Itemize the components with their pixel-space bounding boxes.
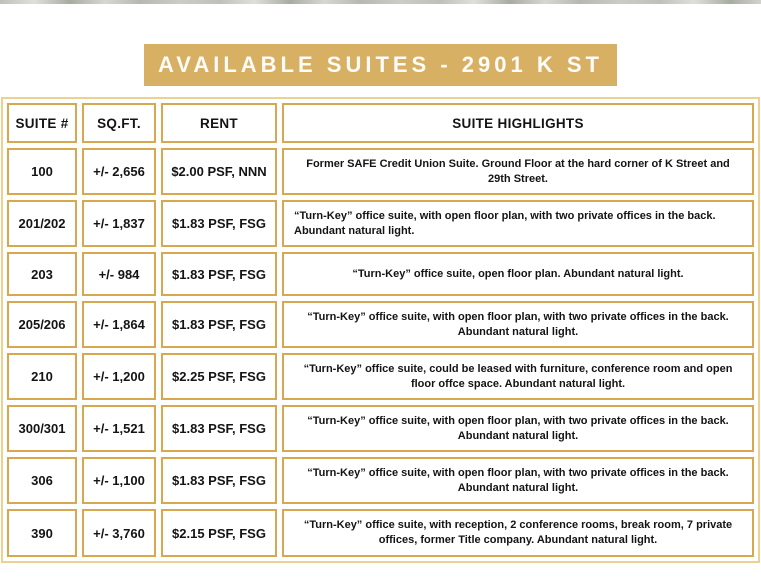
- sqft-cell: +/- 3,760: [82, 509, 156, 556]
- sqft-cell: +/- 1,837: [82, 200, 156, 247]
- suite-highlights-cell: “Turn-Key” office suite, with open floor plan, with two private offices in the back. Abundant natural light.: [282, 457, 754, 504]
- suite-number-cell: 306: [7, 457, 77, 504]
- suite-number-cell: 201/202: [7, 200, 77, 247]
- sqft-cell: +/- 1,521: [82, 405, 156, 452]
- suite-number-cell: 390: [7, 509, 77, 556]
- rent-cell: $2.25 PSF, FSG: [161, 353, 277, 400]
- column-header-sqft: SQ.FT.: [82, 103, 156, 143]
- sqft-cell: +/- 1,100: [82, 457, 156, 504]
- suite-number-cell: 300/301: [7, 405, 77, 452]
- column-header-rent: RENT: [161, 103, 277, 143]
- banner-row: [0, 44, 761, 86]
- rent-cell: $2.00 PSF, NNN: [161, 148, 277, 195]
- suite-highlights-cell: “Turn-Key” office suite, open floor plan. Abundant natural light.: [282, 252, 754, 296]
- suites-table-frame: [1, 97, 760, 562]
- column-header-suite-highlights: SUITE HIGHLIGHTS: [282, 103, 754, 143]
- suites-table: [7, 103, 754, 556]
- rent-cell: $1.83 PSF, FSG: [161, 301, 277, 348]
- suite-number-cell: 210: [7, 353, 77, 400]
- suite-number-cell: 203: [7, 252, 77, 296]
- rent-cell: $1.83 PSF, FSG: [161, 200, 277, 247]
- sqft-cell: +/- 1,200: [82, 353, 156, 400]
- rent-cell: $1.83 PSF, FSG: [161, 252, 277, 296]
- suite-highlights-cell: Former SAFE Credit Union Suite. Ground Floor at the hard corner of K Street and 29th Street.: [282, 148, 754, 195]
- suite-number-cell: 100: [7, 148, 77, 195]
- suite-highlights-cell: “Turn-Key” office suite, with reception, 2 conference rooms, break room, 7 private offices, former Title company. Abundant natural light.: [282, 509, 754, 556]
- sqft-cell: +/- 1,864: [82, 301, 156, 348]
- suite-highlights-cell: “Turn-Key” office suite, with open floor plan, with two private offices in the back. Abundant natural light.: [282, 405, 754, 452]
- column-header-suite-number: SUITE #: [7, 103, 77, 143]
- suite-number-cell: 205/206: [7, 301, 77, 348]
- sqft-cell: +/- 984: [82, 252, 156, 296]
- rent-cell: $1.83 PSF, FSG: [161, 457, 277, 504]
- page-title: AVAILABLE SUITES - 2901 K ST: [144, 44, 617, 86]
- rent-cell: $2.15 PSF, FSG: [161, 509, 277, 556]
- suite-highlights-cell: “Turn-Key” office suite, with open floor plan, with two private offices in the back. Abundant natural light.: [282, 200, 754, 247]
- photo-edge-strip: [0, 0, 761, 4]
- suite-highlights-cell: “Turn-Key” office suite, with open floor plan, with two private offices in the back. Abundant natural light.: [282, 301, 754, 348]
- rent-cell: $1.83 PSF, FSG: [161, 405, 277, 452]
- suite-highlights-cell: “Turn-Key” office suite, could be leased with furniture, conference room and open floor offce space. Abundant natural light.: [282, 353, 754, 400]
- sqft-cell: +/- 2,656: [82, 148, 156, 195]
